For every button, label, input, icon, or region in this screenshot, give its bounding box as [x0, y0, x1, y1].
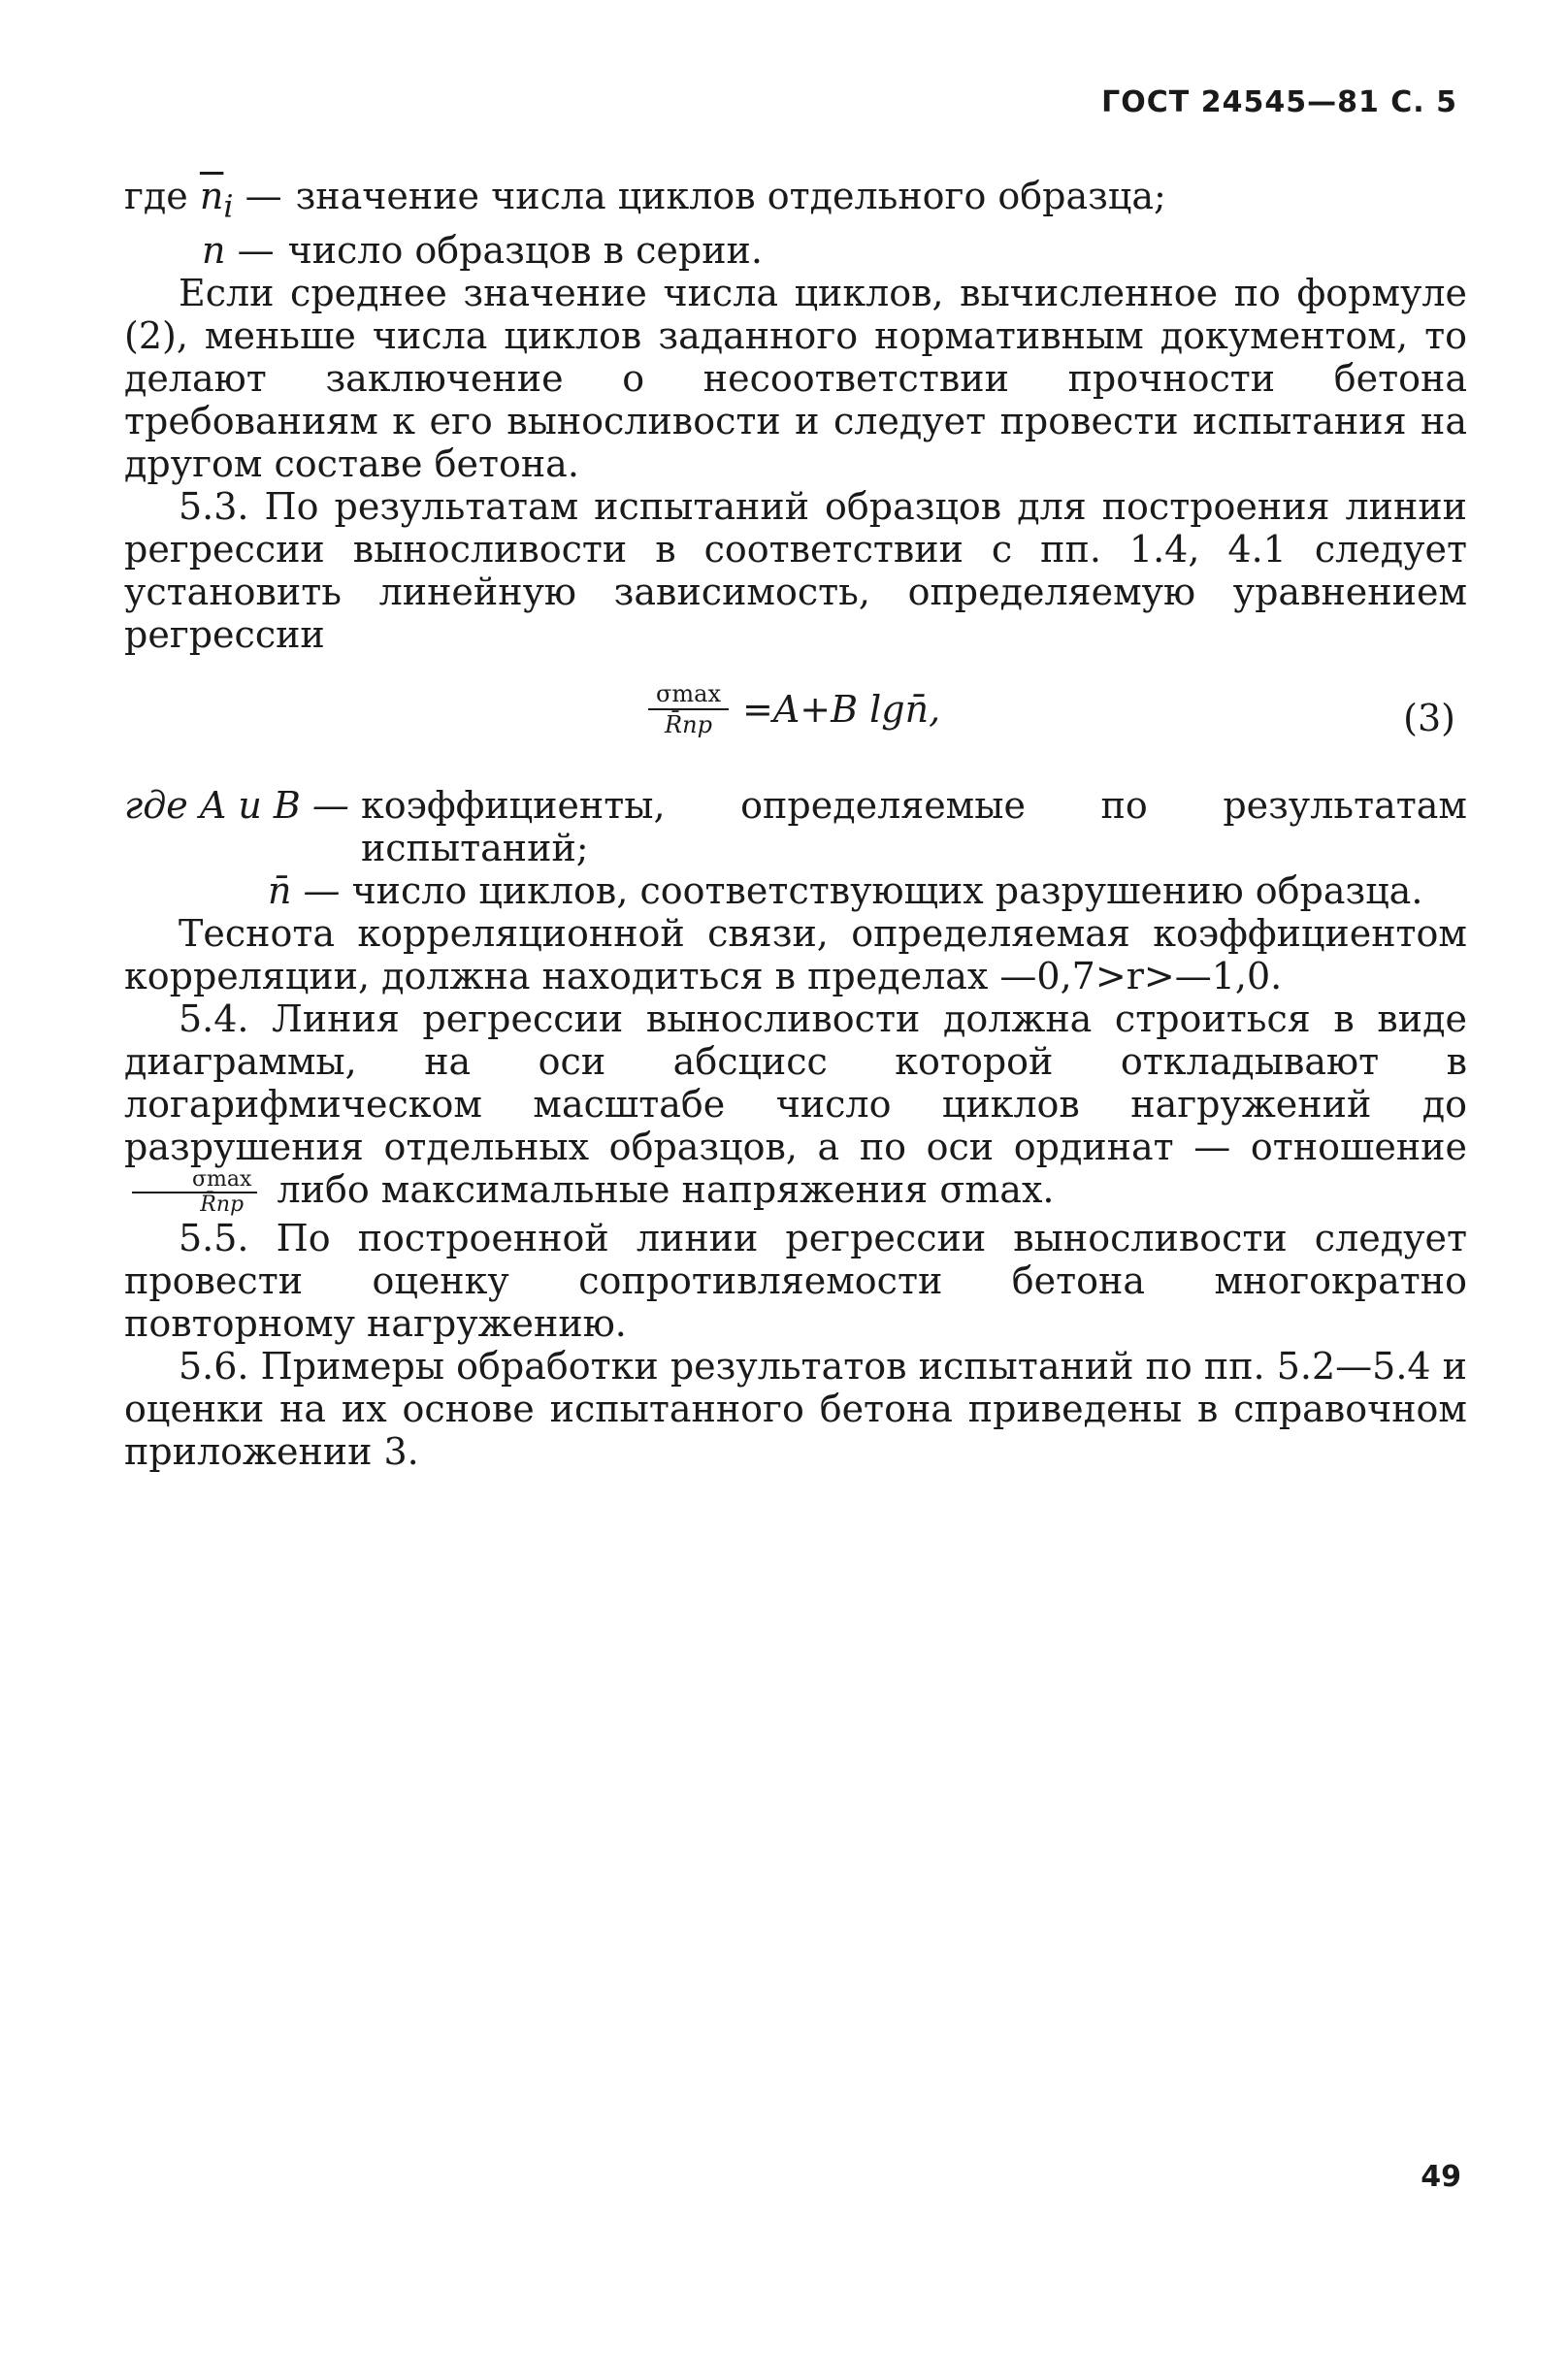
definition-n	[124, 229, 1467, 272]
page-header: ГОСТ 24545—81 С. 5	[1101, 85, 1457, 119]
definition-nbar	[124, 869, 1467, 912]
fraction-denominator: R̄пр	[665, 710, 712, 738]
term-prefix: где	[124, 175, 200, 217]
formula-3	[124, 668, 1467, 774]
inline-fraction	[132, 1168, 257, 1217]
definition-text: значение числа циклов отдельного образца;	[295, 175, 1166, 217]
paragraph-5-4-text-a: 5.4. Линия регрессии выносливости должна строиться в виде диаграммы, на оси абсцисс которой откладывают в логарифмическом масштабе число циклов нагружений до разрушения отдельных образцов, а по оси ординат — отношение	[124, 997, 1467, 1168]
page-content	[124, 175, 1467, 1473]
definition-a-b	[124, 784, 1467, 869]
page-number: 49	[1421, 2160, 1461, 2194]
paragraph-mean-cycles: Если среднее значение числа циклов, вычисленное по формуле (2), меньше числа циклов заданного нормативным документом, то делают заключение о несоответствии прочности бетона требованиям к его выносливости и следует провести испытания на другом составе бетона.	[124, 271, 1467, 485]
paragraph-correlation: Теснота корреляционной связи, определяемая коэффициентом корреляции, должна находиться в пределах —0,7>r>—1,0.	[124, 911, 1467, 997]
fraction-numerator: σmax	[132, 1168, 257, 1193]
formula-fraction	[648, 681, 729, 737]
paragraph-5-3: 5.3. По результатам испытаний образцов для построения линии регрессии выносливости в соответствии с пп. 1.4, 4.1 следует установить линейную зависимость, определяемую уравнением регрессии	[124, 484, 1467, 656]
term-dash: —	[225, 228, 275, 272]
definition-text: число циклов, соответствующих разрушению образца.	[351, 868, 1423, 912]
formula-expression	[648, 681, 940, 737]
formula-rhs: =A+B lgn̄,	[741, 687, 941, 731]
definition-term	[202, 229, 288, 272]
definition-text: коэффициенты, определяемые по результатам испытаний;	[360, 783, 1467, 869]
definition-label: n̄ —	[268, 868, 341, 912]
paragraph-5-4	[124, 997, 1467, 1218]
definition-term	[124, 175, 296, 229]
fraction-numerator: σmax	[648, 681, 729, 710]
fraction-denominator: R̄пр	[200, 1193, 245, 1218]
definition-ni	[124, 175, 1467, 229]
term-subscript: i	[223, 189, 234, 225]
term-dash: —	[233, 175, 282, 217]
definition-text: число образцов в серии.	[287, 228, 763, 272]
paragraph-5-6: 5.6. Примеры обработки результатов испытаний по пп. 5.2—5.4 и оценки на их основе испытанного бетона приведены в справочном приложении 3.	[124, 1345, 1467, 1474]
term-symbol: n	[202, 228, 226, 272]
equation-number: (3)	[1403, 696, 1455, 739]
definition-label: где A и B —	[124, 783, 349, 827]
term-symbol: $\overline{n}$	[199, 175, 224, 217]
paragraph-5-4-text-b: либо максимальные напряжения σmax.	[277, 1167, 1055, 1211]
paragraph-5-5: 5.5. По построенной линии регрессии выносливости следует провести оценку сопротивляемости бетона многократно повторному нагружению.	[124, 1217, 1467, 1346]
